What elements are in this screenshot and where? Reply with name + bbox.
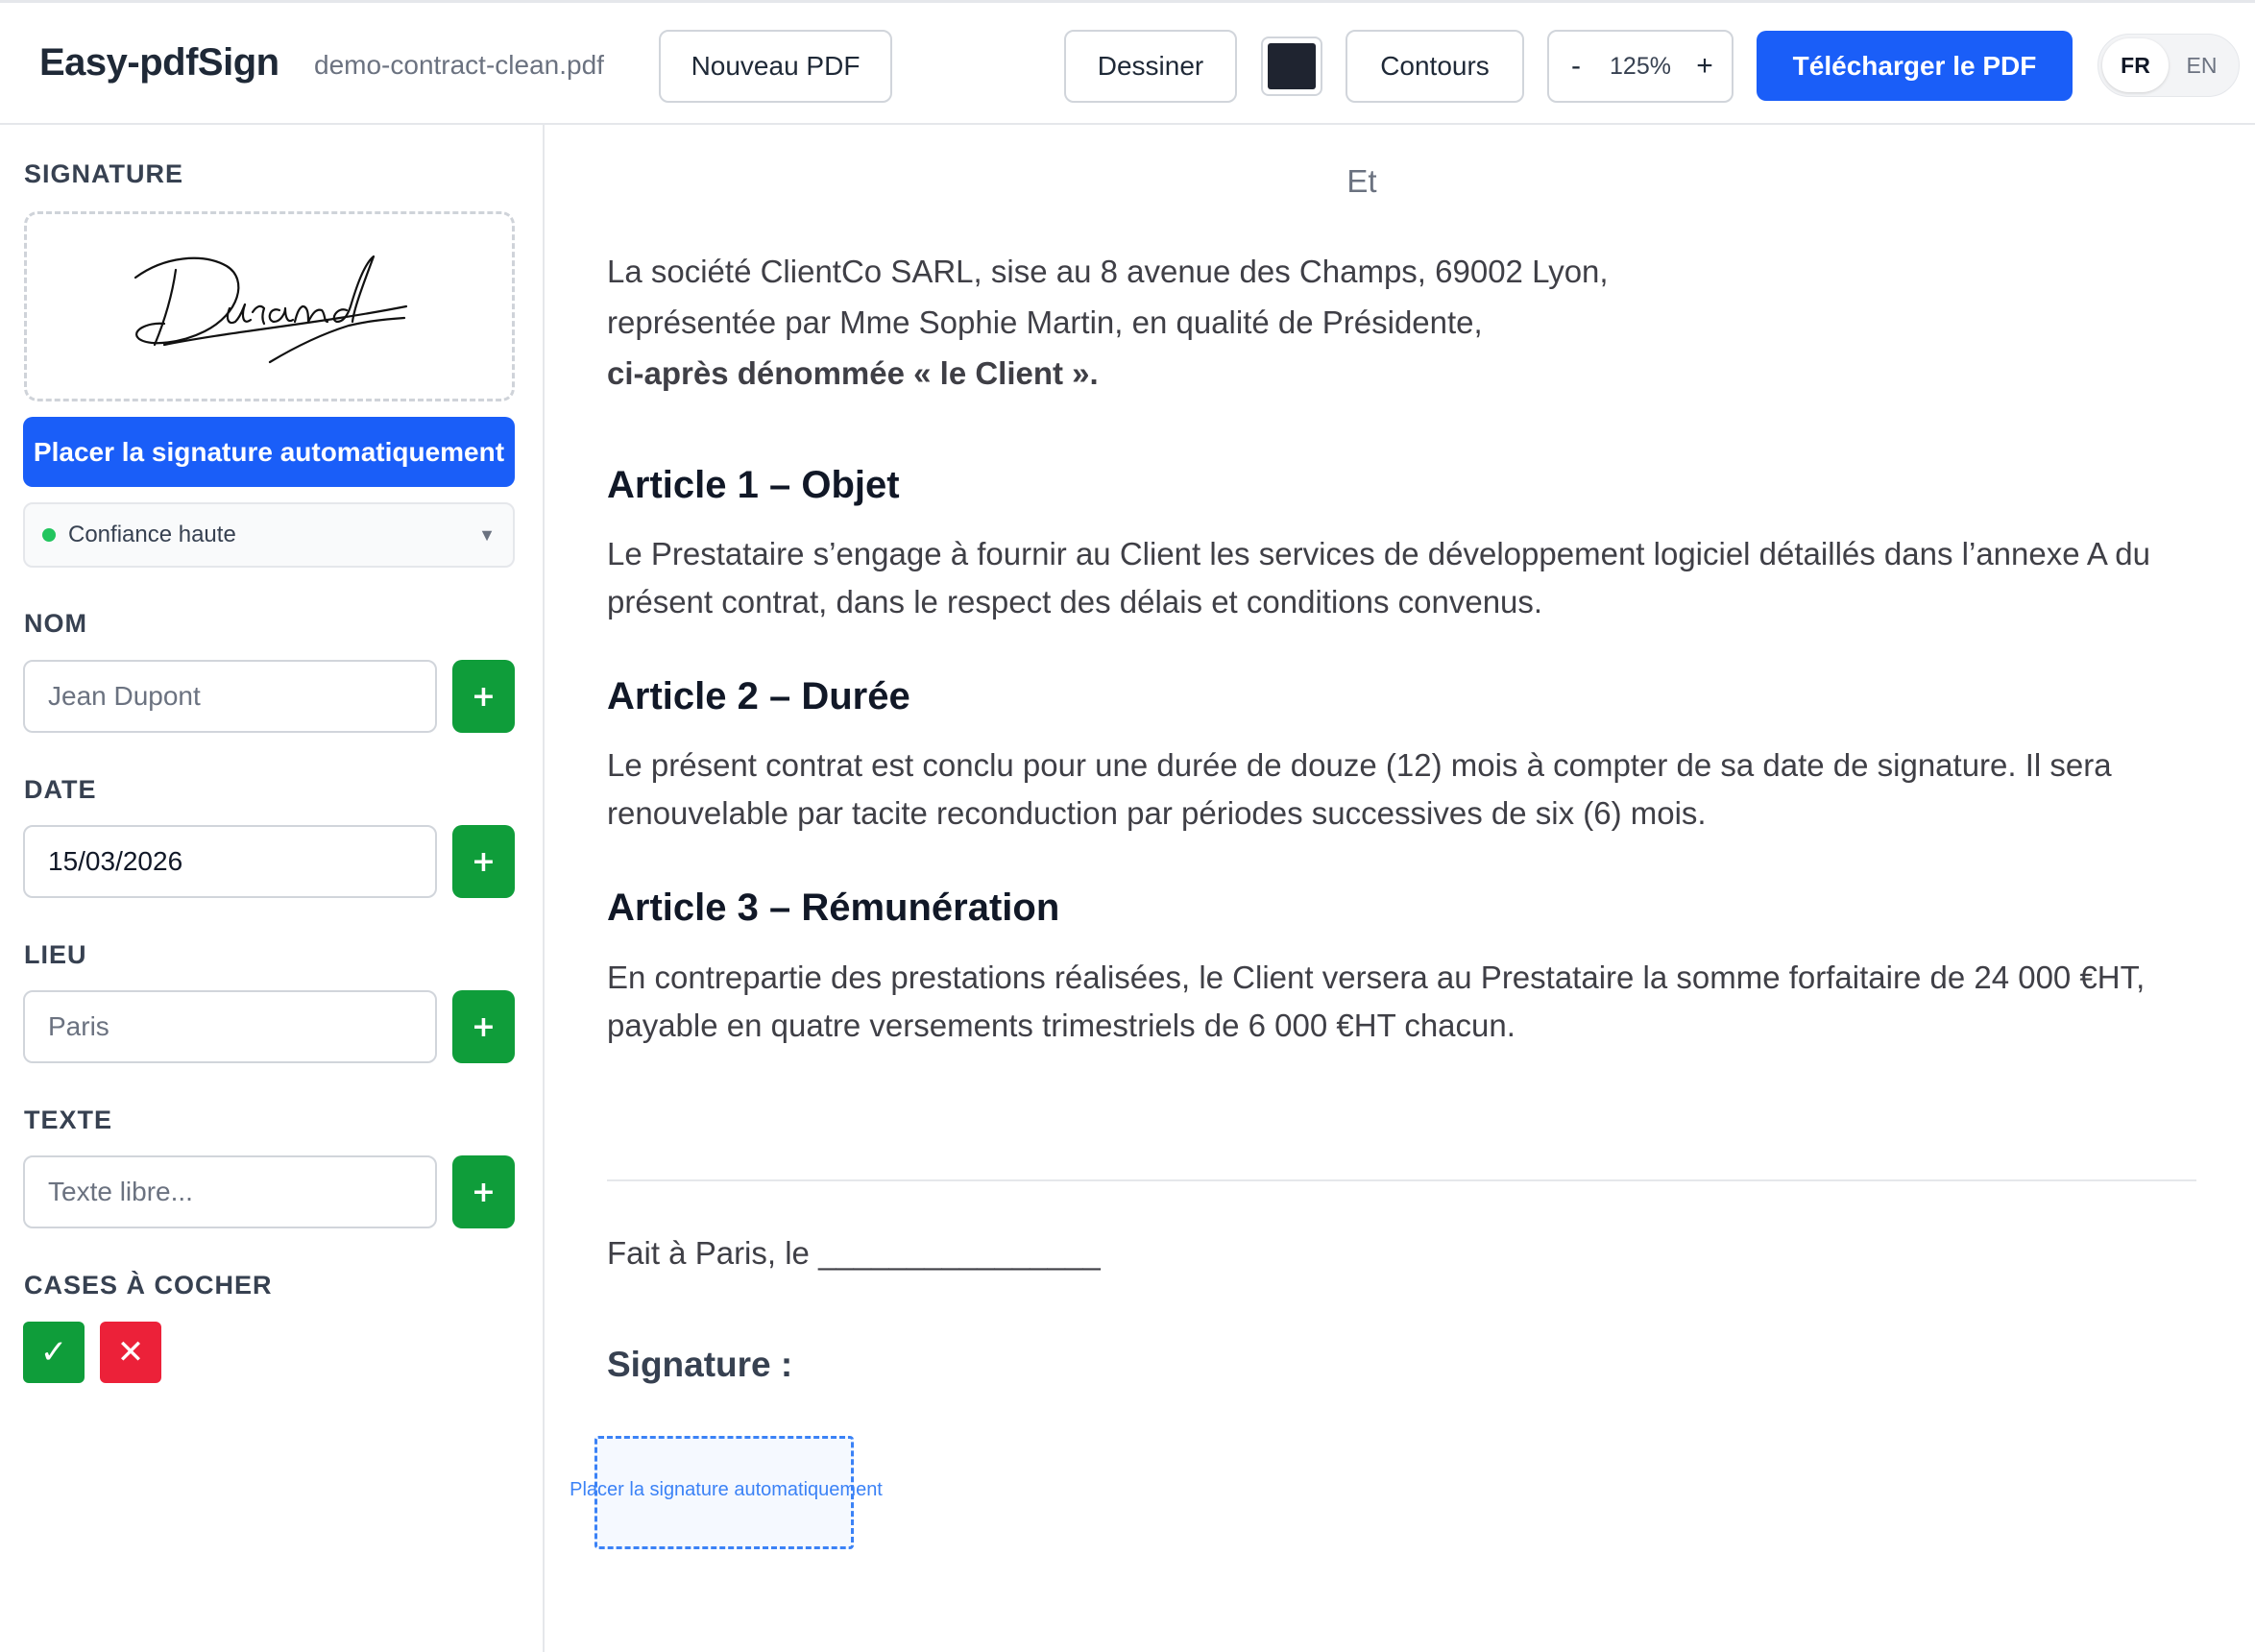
checkbox-section-title: CASES À COCHER bbox=[24, 1271, 273, 1300]
draw-button[interactable]: Dessiner bbox=[1064, 30, 1237, 103]
article-1-title: Article 1 – Objet bbox=[607, 464, 900, 506]
color-swatch-fill bbox=[1268, 43, 1316, 89]
client-line-3: ci-après dénommée « le Client ». bbox=[607, 355, 1099, 391]
signature-label: Signature : bbox=[607, 1345, 793, 1384]
confidence-select[interactable] bbox=[23, 502, 515, 568]
add-cross-button[interactable]: ✕ bbox=[100, 1322, 161, 1383]
article-2-line-1: Le présent contrat est conclu pour une durée de douze (12) mois à compter de sa date de signature. Il sera bbox=[607, 747, 2112, 783]
lieu-input[interactable] bbox=[23, 990, 437, 1063]
contours-button[interactable]: Contours bbox=[1346, 30, 1524, 103]
article-3-line-1: En contrepartie des prestations réalisées, le Client versera au Prestataire la somme forfaitaire de 24 000 €HT, bbox=[607, 960, 2146, 995]
confidence-status-dot bbox=[42, 528, 56, 542]
nom-input[interactable] bbox=[23, 660, 437, 733]
top-bar bbox=[0, 0, 2255, 125]
client-line-1: La société ClientCo SARL, sise au 8 avenue des Champs, 69002 Lyon, bbox=[607, 254, 1609, 289]
texte-input[interactable] bbox=[23, 1155, 437, 1228]
signature-drawing bbox=[126, 239, 414, 374]
article-3-line-2: payable en quatre versements trimestriels de 6 000 €HT chacun. bbox=[607, 1008, 1515, 1043]
auto-place-signature-button[interactable]: Placer la signature automatiquement bbox=[23, 417, 515, 487]
article-1-line-1: Le Prestataire s’engage à fournir au Client les services de développement logiciel détaillés dans l’annexe A du bbox=[607, 536, 2150, 571]
add-checkmark-button[interactable]: ✓ bbox=[23, 1322, 85, 1383]
signature-section-title: SIGNATURE bbox=[24, 159, 184, 188]
color-picker[interactable] bbox=[1261, 36, 1322, 96]
sidebar bbox=[0, 125, 545, 1652]
article-1-line-2: présent contrat, dans le respect des délais et conditions convenus. bbox=[607, 584, 1543, 620]
article-2-line-2: renouvelable par tacite reconduction par périodes successives de six (6) mois. bbox=[607, 795, 1707, 831]
nom-section-title: NOM bbox=[24, 609, 87, 638]
lieu-section-title: LIEU bbox=[24, 940, 87, 969]
chevron-down-icon: ▼ bbox=[478, 524, 496, 545]
lang-en-option[interactable]: EN bbox=[2186, 52, 2218, 78]
file-name: demo-contract-clean.pdf bbox=[314, 50, 604, 80]
article-3-title: Article 3 – Rémunération bbox=[607, 887, 1060, 929]
texte-section-title: TEXTE bbox=[24, 1105, 113, 1134]
lang-fr-option[interactable]: FR bbox=[2102, 38, 2169, 92]
divider bbox=[607, 1179, 2196, 1181]
client-line-2: représentée par Mme Sophie Martin, en qualité de Présidente, bbox=[607, 304, 1483, 340]
party-separator: Et bbox=[1346, 163, 1377, 199]
pdf-document-view bbox=[546, 125, 2255, 1652]
new-pdf-button[interactable]: Nouveau PDF bbox=[659, 30, 892, 103]
add-nom-button[interactable]: + bbox=[452, 660, 515, 733]
app-logo: Easy-pdfSign bbox=[39, 41, 279, 84]
add-texte-button[interactable]: + bbox=[452, 1155, 515, 1228]
confidence-label: Confiance haute bbox=[68, 522, 236, 547]
zoom-control bbox=[1547, 30, 1734, 103]
add-lieu-button[interactable]: + bbox=[452, 990, 515, 1063]
signature-placeholder-text: Placer la signature automatiquement bbox=[570, 1479, 883, 1500]
add-date-button[interactable]: + bbox=[452, 825, 515, 898]
zoom-level: 125% bbox=[1610, 52, 1671, 80]
language-switch bbox=[2097, 34, 2240, 97]
zoom-in-button[interactable]: + bbox=[1696, 50, 1713, 82]
download-pdf-button[interactable]: Télécharger le PDF bbox=[1757, 31, 2073, 101]
place-date-line: Fait à Paris, le ________________ bbox=[607, 1235, 1101, 1271]
article-2-title: Article 2 – Durée bbox=[607, 675, 910, 717]
signature-preview[interactable] bbox=[24, 211, 515, 401]
date-input[interactable] bbox=[23, 825, 437, 898]
date-section-title: DATE bbox=[24, 775, 97, 804]
zoom-out-button[interactable]: - bbox=[1571, 50, 1581, 82]
